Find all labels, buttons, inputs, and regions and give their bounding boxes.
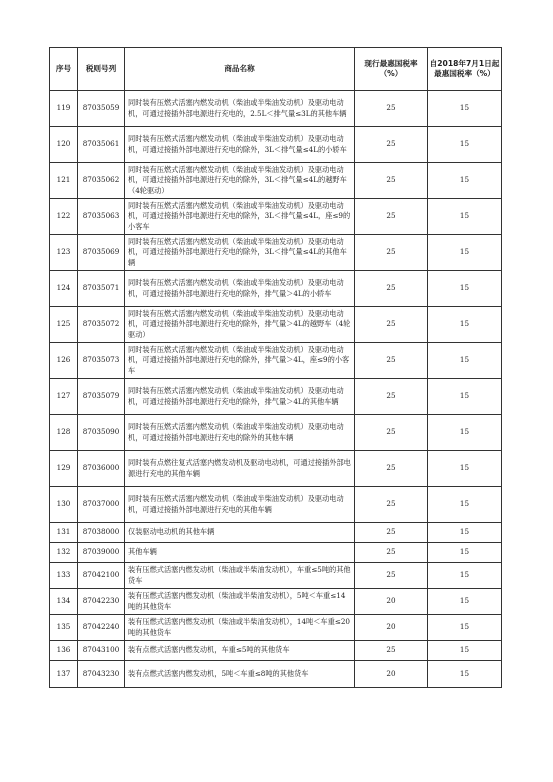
row-current-rate: 25: [355, 379, 428, 415]
row-current-rate: 25: [355, 163, 428, 199]
row-current-rate: 25: [355, 235, 428, 271]
row-code: 87035063: [78, 199, 125, 235]
header-code: 税则号列: [78, 48, 125, 91]
row-code: 87038000: [78, 523, 125, 543]
row-new-rate: 15: [428, 615, 502, 641]
row-code: 87035069: [78, 235, 125, 271]
row-name: 装有点燃式活塞内燃发动机，5吨＜车重≤8吨的其他货车: [125, 661, 355, 688]
row-name: 其他车辆: [125, 543, 355, 563]
row-seq: 122: [50, 199, 78, 235]
row-code: 87035079: [78, 379, 125, 415]
table-row: [50, 235, 502, 271]
row-code: 87042230: [78, 589, 125, 615]
row-name: 同时装有压燃式活塞内燃发动机（柴油或半柴油发动机）及驱动电动机，可通过接插外部电源进行充电的除外，排气量＞4L的其他车辆: [125, 379, 355, 415]
row-code: 87036000: [78, 451, 125, 487]
row-seq: 137: [50, 661, 78, 688]
table-row: [50, 343, 502, 379]
row-new-rate: 15: [428, 91, 502, 127]
row-seq: 119: [50, 91, 78, 127]
row-code: 87035059: [78, 91, 125, 127]
table-row: [50, 661, 502, 688]
row-seq: 121: [50, 163, 78, 199]
row-code: 87035071: [78, 271, 125, 307]
row-seq: 124: [50, 271, 78, 307]
row-name: 同时装有压燃式活塞内燃发动机（柴油或半柴油发动机）及驱动电动机，可通过接插外部电源进行充电的除外，3L＜排气量≤4L的小轿车: [125, 127, 355, 163]
row-current-rate: 20: [355, 661, 428, 688]
row-name: 仅装驱动电动机的其他车辆: [125, 523, 355, 543]
table-row: [50, 543, 502, 563]
table-row: [50, 271, 502, 307]
table-row: [50, 523, 502, 543]
row-seq: 129: [50, 451, 78, 487]
row-name: 装有点燃式活塞内燃发动机，车重≤5吨的其他货车: [125, 641, 355, 661]
row-new-rate: 15: [428, 523, 502, 543]
row-code: 87042100: [78, 563, 125, 589]
row-new-rate: 15: [428, 487, 502, 523]
table-header-row: [50, 48, 502, 91]
row-new-rate: 15: [428, 235, 502, 271]
row-current-rate: 25: [355, 451, 428, 487]
row-seq: 133: [50, 563, 78, 589]
table-row: [50, 615, 502, 641]
row-name: 同时装有压燃式活塞内燃发动机（柴油或半柴油发动机）及驱动电动机，可通过接插外部电源进行充电的除外，排气量＞4L，座≤9的小客车: [125, 343, 355, 379]
row-current-rate: 25: [355, 543, 428, 563]
row-current-rate: 25: [355, 199, 428, 235]
row-name: 装有压燃式活塞内燃发动机（柴油或半柴油发动机），5吨＜车重≤14吨的其他货车: [125, 589, 355, 615]
table-row: [50, 641, 502, 661]
row-seq: 120: [50, 127, 78, 163]
row-code: 87043100: [78, 641, 125, 661]
row-name: 同时装有压燃式活塞内燃发动机（柴油或半柴油发动机）及驱动电动机，可通过接插外部电源进行充电的除外，3L＜排气量≤4L的其他车辆: [125, 235, 355, 271]
row-new-rate: 15: [428, 415, 502, 451]
header-new-rate: 自2018年7月1日起最惠国税率（%）: [428, 48, 502, 91]
row-name: 同时装有点燃往复式活塞内燃发动机及驱动电动机，可通过接插外部电源进行充电的其他车辆: [125, 451, 355, 487]
row-current-rate: 25: [355, 563, 428, 589]
header-name: 商品名称: [125, 48, 355, 91]
row-name: 同时装有压燃式活塞内燃发动机（柴油或半柴油发动机）及驱动电动机，可通过接插外部电源进行充电的除外，3L＜排气量≤4L的越野车（4轮驱动）: [125, 163, 355, 199]
row-new-rate: 15: [428, 563, 502, 589]
row-name: 装有压燃式活塞内燃发动机（柴油或半柴油发动机），车重≤5吨的其他货车: [125, 563, 355, 589]
row-seq: 132: [50, 543, 78, 563]
table-row: [50, 199, 502, 235]
row-new-rate: 15: [428, 271, 502, 307]
row-current-rate: 25: [355, 127, 428, 163]
row-name: 同时装有压燃式活塞内燃发动机（柴油或半柴油发动机）及驱动电动机，可通过接插外部电源进行充电的其他车辆: [125, 487, 355, 523]
row-seq: 127: [50, 379, 78, 415]
row-new-rate: 15: [428, 589, 502, 615]
row-new-rate: 15: [428, 307, 502, 343]
row-name: 装有压燃式活塞内燃发动机（柴油或半柴油发动机），14吨＜车重≤20吨的其他货车: [125, 615, 355, 641]
tariff-table: [49, 47, 502, 688]
table-row: [50, 127, 502, 163]
row-code: 87037000: [78, 487, 125, 523]
row-seq: 131: [50, 523, 78, 543]
row-new-rate: 15: [428, 451, 502, 487]
row-new-rate: 15: [428, 661, 502, 688]
row-new-rate: 15: [428, 163, 502, 199]
row-name: 同时装有压燃式活塞内燃发动机（柴油或半柴油发动机）及驱动电动机，可通过接插外部电源进行充电的除外，排气量＞4L的越野车（4轮驱动）: [125, 307, 355, 343]
row-code: 87035061: [78, 127, 125, 163]
header-current-rate: 现行最惠国税率（%）: [355, 48, 428, 91]
table-row: [50, 487, 502, 523]
table-row: [50, 307, 502, 343]
row-code: 87043230: [78, 661, 125, 688]
row-seq: 123: [50, 235, 78, 271]
row-new-rate: 15: [428, 127, 502, 163]
row-name: 同时装有压燃式活塞内燃发动机（柴油或半柴油发动机）及驱动电动机，可通过接插外部电源进行充电的，2.5L＜排气量≤3L的其他车辆: [125, 91, 355, 127]
row-new-rate: 15: [428, 343, 502, 379]
header-seq: 序号: [50, 48, 78, 91]
row-current-rate: 20: [355, 615, 428, 641]
table-row: [50, 415, 502, 451]
row-current-rate: 25: [355, 641, 428, 661]
row-current-rate: 25: [355, 523, 428, 543]
row-code: 87035073: [78, 343, 125, 379]
row-code: 87042240: [78, 615, 125, 641]
table-row: [50, 91, 502, 127]
row-seq: 126: [50, 343, 78, 379]
row-current-rate: 25: [355, 487, 428, 523]
row-name: 同时装有压燃式活塞内燃发动机（柴油或半柴油发动机）及驱动电动机，可通过接插外部电源进行充电的除外的其他车辆: [125, 415, 355, 451]
row-code: 87035072: [78, 307, 125, 343]
row-code: 87035062: [78, 163, 125, 199]
row-seq: 128: [50, 415, 78, 451]
row-name: 同时装有压燃式活塞内燃发动机（柴油或半柴油发动机）及驱动电动机，可通过接插外部电源进行充电的除外，3L＜排气量≤4L，座≤9的小客车: [125, 199, 355, 235]
row-current-rate: 25: [355, 271, 428, 307]
table-row: [50, 563, 502, 589]
row-seq: 125: [50, 307, 78, 343]
row-new-rate: 15: [428, 199, 502, 235]
row-new-rate: 15: [428, 641, 502, 661]
row-new-rate: 15: [428, 379, 502, 415]
row-current-rate: 25: [355, 91, 428, 127]
row-code: 87039000: [78, 543, 125, 563]
row-current-rate: 20: [355, 589, 428, 615]
row-seq: 136: [50, 641, 78, 661]
table-row: [50, 163, 502, 199]
table-row: [50, 379, 502, 415]
table-row: [50, 589, 502, 615]
row-seq: 130: [50, 487, 78, 523]
row-current-rate: 25: [355, 343, 428, 379]
row-current-rate: 25: [355, 307, 428, 343]
row-seq: 134: [50, 589, 78, 615]
table-row: [50, 451, 502, 487]
row-seq: 135: [50, 615, 78, 641]
row-current-rate: 25: [355, 415, 428, 451]
table-body: [50, 91, 502, 688]
row-name: 同时装有压燃式活塞内燃发动机（柴油或半柴油发动机）及驱动电动机，可通过接插外部电源进行充电的除外，排气量＞4L的小轿车: [125, 271, 355, 307]
row-code: 87035090: [78, 415, 125, 451]
row-new-rate: 15: [428, 543, 502, 563]
